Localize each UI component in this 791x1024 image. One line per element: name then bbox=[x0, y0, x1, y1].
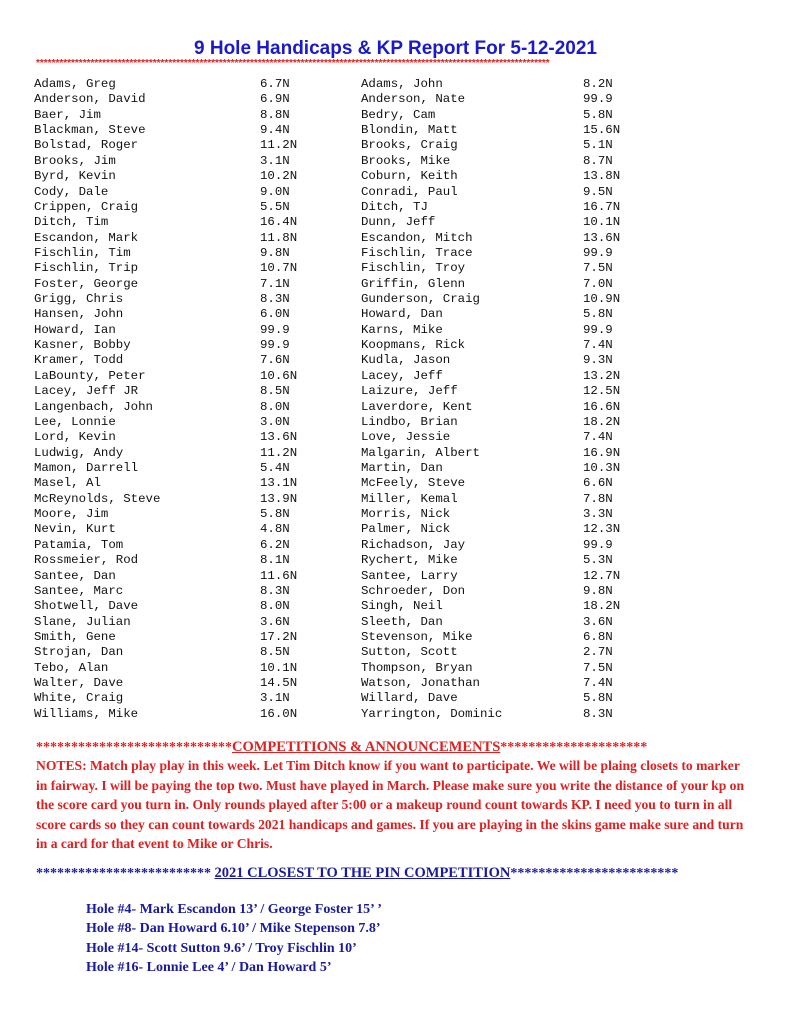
handicap-row bbox=[34, 553, 674, 568]
player-name: Santee, Larry bbox=[361, 568, 458, 583]
handicap-row bbox=[34, 599, 674, 614]
handicap-value: 13.6N bbox=[260, 430, 298, 445]
player-name: Brooks, Craig bbox=[361, 138, 458, 153]
handicap-value: 7.5N bbox=[583, 660, 613, 675]
player-name: Conradi, Paul bbox=[361, 184, 458, 199]
competitions-heading bbox=[36, 739, 726, 756]
handicap-row bbox=[34, 92, 674, 107]
handicap-value: 9.8N bbox=[260, 245, 290, 260]
handicap-row bbox=[34, 154, 674, 169]
player-name: Malgarin, Albert bbox=[361, 445, 480, 460]
player-name: Cody, Dale bbox=[34, 184, 109, 199]
handicap-value: 11.6N bbox=[260, 568, 298, 583]
player-name: Sutton, Scott bbox=[361, 645, 458, 660]
handicap-row bbox=[34, 215, 674, 230]
star-divider: ************************************************************************************************************************************ bbox=[36, 58, 550, 69]
handicap-value: 99.9 bbox=[260, 322, 290, 337]
handicap-value: 10.9N bbox=[583, 292, 621, 307]
handicap-row bbox=[34, 507, 674, 522]
player-name: McReynolds, Steve bbox=[34, 491, 161, 506]
player-name: Anderson, David bbox=[34, 92, 146, 107]
handicap-row bbox=[34, 661, 674, 676]
player-name: Fischlin, Troy bbox=[361, 261, 466, 276]
player-name: Tebo, Alan bbox=[34, 660, 109, 675]
kp-heading bbox=[36, 865, 756, 882]
handicap-value: 10.1N bbox=[260, 660, 298, 675]
player-name: Santee, Marc bbox=[34, 583, 124, 598]
handicap-value: 9.0N bbox=[260, 184, 290, 199]
handicap-value: 8.8N bbox=[260, 107, 290, 122]
handicap-row bbox=[34, 707, 674, 722]
kp-heading-text: 2021 CLOSEST TO THE PIN COMPETITION bbox=[214, 865, 511, 881]
player-name: Ludwig, Andy bbox=[34, 445, 124, 460]
player-name: Strojan, Dan bbox=[34, 645, 124, 660]
handicap-row bbox=[34, 108, 674, 123]
kp-stars-left: ************************* bbox=[36, 866, 215, 881]
handicap-value: 7.0N bbox=[583, 276, 613, 291]
handicap-value: 8.0N bbox=[260, 599, 290, 614]
player-name: Foster, George bbox=[34, 276, 139, 291]
player-name: Miller, Kemal bbox=[361, 491, 458, 506]
handicap-value: 15.6N bbox=[583, 123, 621, 138]
handicap-row bbox=[34, 492, 674, 507]
player-name: Byrd, Kevin bbox=[34, 169, 116, 184]
handicap-value: 5.8N bbox=[583, 107, 613, 122]
player-name: Willard, Dave bbox=[361, 691, 458, 706]
player-name: Morris, Nick bbox=[361, 507, 451, 522]
player-name: Baer, Jim bbox=[34, 107, 101, 122]
handicap-value: 3.1N bbox=[260, 153, 290, 168]
handicap-value: 5.4N bbox=[260, 460, 290, 475]
handicap-value: 99.9 bbox=[583, 92, 613, 107]
handicap-row bbox=[34, 231, 674, 246]
handicap-value: 16.6N bbox=[583, 399, 621, 414]
handicap-value: 7.4N bbox=[583, 338, 613, 353]
handicap-value: 18.2N bbox=[583, 599, 621, 614]
player-name: Smith, Gene bbox=[34, 629, 116, 644]
handicap-value: 9.4N bbox=[260, 123, 290, 138]
player-name: Moore, Jim bbox=[34, 507, 109, 522]
handicap-value: 7.6N bbox=[260, 353, 290, 368]
player-name: Laizure, Jeff bbox=[361, 384, 458, 399]
competitions-stars-left: **************************** bbox=[36, 740, 232, 755]
player-name: Howard, Dan bbox=[361, 307, 443, 322]
handicap-value: 6.7N bbox=[260, 77, 290, 91]
handicap-value: 16.4N bbox=[260, 215, 298, 230]
player-name: Coburn, Keith bbox=[361, 169, 458, 184]
handicap-row bbox=[34, 615, 674, 630]
handicap-row bbox=[34, 185, 674, 200]
handicap-value: 99.9 bbox=[583, 245, 613, 260]
handicap-value: 13.9N bbox=[260, 491, 298, 506]
player-name: Lindbo, Brian bbox=[361, 414, 458, 429]
handicap-value: 99.9 bbox=[260, 338, 290, 353]
player-name: Lee, Lonnie bbox=[34, 414, 116, 429]
player-name: Palmer, Nick bbox=[361, 522, 451, 537]
handicap-row bbox=[34, 261, 674, 276]
handicap-value: 7.5N bbox=[583, 261, 613, 276]
handicap-value: 6.6N bbox=[583, 476, 613, 491]
handicap-row bbox=[34, 569, 674, 584]
player-name: Escandon, Mark bbox=[34, 230, 139, 245]
player-name: White, Craig bbox=[34, 691, 124, 706]
handicap-row bbox=[34, 522, 674, 537]
handicap-value: 5.8N bbox=[260, 507, 290, 522]
kp-hole-4: Hole #4- Mark Escandon 13’ / George Foster 15’ ’ bbox=[86, 902, 382, 917]
player-name: Sleeth, Dan bbox=[361, 614, 443, 629]
handicap-value: 8.3N bbox=[260, 292, 290, 307]
handicap-row bbox=[34, 169, 674, 184]
player-name: Bolstad, Roger bbox=[34, 138, 139, 153]
player-name: Lacey, Jeff JR bbox=[34, 384, 139, 399]
handicap-value: 8.5N bbox=[260, 384, 290, 399]
handicap-row bbox=[34, 400, 674, 415]
handicap-value: 9.5N bbox=[583, 184, 613, 199]
handicap-row bbox=[34, 123, 674, 138]
handicap-value: 7.4N bbox=[583, 430, 613, 445]
handicap-value: 9.8N bbox=[583, 583, 613, 598]
player-name: Adams, John bbox=[361, 77, 443, 91]
handicap-row bbox=[34, 338, 674, 353]
player-name: Kramer, Todd bbox=[34, 353, 124, 368]
player-name: Grigg, Chris bbox=[34, 292, 124, 307]
player-name: Koopmans, Rick bbox=[361, 338, 466, 353]
player-name: Escandon, Mitch bbox=[361, 230, 473, 245]
handicap-row bbox=[34, 645, 674, 660]
competitions-stars-right: ********************* bbox=[500, 740, 648, 755]
handicap-value: 8.5N bbox=[260, 645, 290, 660]
kp-stars-right: ************************ bbox=[510, 866, 679, 881]
handicap-row bbox=[34, 292, 674, 307]
handicap-row bbox=[34, 415, 674, 430]
kp-hole-16: Hole #16- Lonnie Lee 4’ / Dan Howard 5’ bbox=[86, 960, 332, 976]
handicap-row bbox=[34, 369, 674, 384]
player-name: Rychert, Mike bbox=[361, 553, 458, 568]
player-name: Langenbach, John bbox=[34, 399, 153, 414]
handicap-row bbox=[34, 77, 674, 92]
handicap-value: 8.1N bbox=[260, 553, 290, 568]
handicap-value: 3.0N bbox=[260, 414, 290, 429]
player-name: Yarrington, Dominic bbox=[361, 706, 503, 721]
player-name: Lacey, Jeff bbox=[361, 368, 443, 383]
handicap-value: 8.3N bbox=[583, 706, 613, 721]
handicap-value: 5.5N bbox=[260, 199, 290, 214]
handicap-value: 10.1N bbox=[583, 215, 621, 230]
handicap-row bbox=[34, 446, 674, 461]
handicap-value: 8.2N bbox=[583, 77, 613, 91]
player-name: Rossmeier, Rod bbox=[34, 553, 139, 568]
player-name: McFeely, Steve bbox=[361, 476, 466, 491]
player-name: Nevin, Kurt bbox=[34, 522, 116, 537]
player-name: Griffin, Glenn bbox=[361, 276, 466, 291]
player-name: Howard, Ian bbox=[34, 322, 116, 337]
player-name: Kudla, Jason bbox=[361, 353, 451, 368]
handicap-value: 16.9N bbox=[583, 445, 621, 460]
handicap-row bbox=[34, 138, 674, 153]
handicap-value: 11.8N bbox=[260, 230, 298, 245]
player-name: Martin, Dan bbox=[361, 460, 443, 475]
player-name: Richadson, Jay bbox=[361, 537, 466, 552]
handicap-value: 10.6N bbox=[260, 368, 298, 383]
handicap-value: 8.3N bbox=[260, 583, 290, 598]
player-name: Fischlin, Trip bbox=[34, 261, 139, 276]
player-name: Fischlin, Trace bbox=[361, 245, 473, 260]
handicap-value: 4.8N bbox=[260, 522, 290, 537]
handicap-value: 5.8N bbox=[583, 307, 613, 322]
handicap-value: 14.5N bbox=[260, 676, 298, 691]
handicap-value: 2.7N bbox=[583, 645, 613, 660]
player-name: Crippen, Craig bbox=[34, 199, 139, 214]
player-name: Mamon, Darrell bbox=[34, 460, 139, 475]
competitions-heading-text: COMPETITIONS & ANNOUNCEMENTS bbox=[232, 739, 501, 755]
player-name: Blondin, Matt bbox=[361, 123, 458, 138]
handicap-value: 12.5N bbox=[583, 384, 621, 399]
player-name: Patamia, Tom bbox=[34, 537, 124, 552]
handicap-value: 11.2N bbox=[260, 445, 298, 460]
handicap-row bbox=[34, 476, 674, 491]
handicap-value: 7.4N bbox=[583, 676, 613, 691]
player-name: Santee, Dan bbox=[34, 568, 116, 583]
kp-results-list bbox=[86, 900, 686, 978]
handicap-row bbox=[34, 384, 674, 399]
handicap-value: 13.6N bbox=[583, 230, 621, 245]
player-name: Thompson, Bryan bbox=[361, 660, 473, 675]
player-name: Brooks, Jim bbox=[34, 153, 116, 168]
handicap-value: 10.3N bbox=[583, 460, 621, 475]
handicap-value: 18.2N bbox=[583, 414, 621, 429]
handicap-row bbox=[34, 676, 674, 691]
handicap-value: 3.6N bbox=[583, 614, 613, 629]
player-name: Laverdore, Kent bbox=[361, 399, 473, 414]
player-name: Singh, Neil bbox=[361, 599, 443, 614]
handicap-row bbox=[34, 200, 674, 215]
player-name: Slane, Julian bbox=[34, 614, 131, 629]
player-name: Masel, Al bbox=[34, 476, 101, 491]
handicap-row bbox=[34, 323, 674, 338]
handicap-value: 5.8N bbox=[583, 691, 613, 706]
handicap-value: 13.2N bbox=[583, 368, 621, 383]
handicap-row bbox=[34, 630, 674, 645]
player-name: Stevenson, Mike bbox=[361, 629, 473, 644]
handicap-value: 16.0N bbox=[260, 706, 298, 721]
kp-hole-14: Hole #14- Scott Sutton 9.6’ / Troy Fischlin 10’ bbox=[86, 940, 357, 956]
player-name: Ditch, TJ bbox=[361, 199, 428, 214]
player-name: Dunn, Jeff bbox=[361, 215, 436, 230]
handicap-value: 3.6N bbox=[260, 614, 290, 629]
handicap-row bbox=[34, 538, 674, 553]
handicap-row bbox=[34, 691, 674, 706]
player-name: LaBounty, Peter bbox=[34, 368, 146, 383]
handicap-value: 10.2N bbox=[260, 169, 298, 184]
handicap-value: 7.1N bbox=[260, 276, 290, 291]
handicap-row bbox=[34, 353, 674, 368]
handicap-value: 10.7N bbox=[260, 261, 298, 276]
notes-paragraph: NOTES: Match play play in this week. Let Tim Ditch know if you want to participate. We will be plaing closets to marker in fairway. I will be paying the top two. Must have played in March. Please make sure you write the distance of your kp on the score card you turn in. Only rounds played after 5:00 or a makeup round count towards KP. I need you to turn in all score cards so they can count towards 2021 handicaps and games. If you are playing in the skins game make sure and turn in a card for that event to Mike or Chris. bbox=[36, 758, 745, 851]
handicap-value: 9.3N bbox=[583, 353, 613, 368]
handicap-value: 6.8N bbox=[583, 629, 613, 644]
handicap-table bbox=[34, 77, 674, 722]
handicap-value: 6.0N bbox=[260, 307, 290, 322]
player-name: Williams, Mike bbox=[34, 706, 139, 721]
handicap-value: 13.1N bbox=[260, 476, 298, 491]
handicap-value: 6.9N bbox=[260, 92, 290, 107]
player-name: Hansen, John bbox=[34, 307, 124, 322]
handicap-value: 6.2N bbox=[260, 537, 290, 552]
handicap-value: 99.9 bbox=[583, 322, 613, 337]
handicap-value: 16.7N bbox=[583, 199, 621, 214]
handicap-row bbox=[34, 307, 674, 322]
handicap-value: 99.9 bbox=[583, 537, 613, 552]
report-title: 9 Hole Handicaps & KP Report For 5-12-2021 bbox=[194, 38, 597, 59]
handicap-value: 13.8N bbox=[583, 169, 621, 184]
handicap-value: 5.3N bbox=[583, 553, 613, 568]
player-name: Watson, Jonathan bbox=[361, 676, 480, 691]
handicap-value: 8.7N bbox=[583, 153, 613, 168]
player-name: Love, Jessie bbox=[361, 430, 451, 445]
handicap-row bbox=[34, 461, 674, 476]
handicap-value: 7.8N bbox=[583, 491, 613, 506]
player-name: Schroeder, Don bbox=[361, 583, 466, 598]
handicap-row bbox=[34, 277, 674, 292]
player-name: Brooks, Mike bbox=[361, 153, 451, 168]
player-name: Ditch, Tim bbox=[34, 215, 109, 230]
player-name: Kasner, Bobby bbox=[34, 338, 131, 353]
handicap-value: 11.2N bbox=[260, 138, 298, 153]
handicap-row bbox=[34, 246, 674, 261]
handicap-row bbox=[34, 430, 674, 445]
kp-hole-8: Hole #8- Dan Howard 6.10’ / Mike Stepenson 7.8’ bbox=[86, 921, 381, 937]
player-name: Anderson, Nate bbox=[361, 92, 466, 107]
player-name: Bedry, Cam bbox=[361, 107, 436, 122]
player-name: Adams, Greg bbox=[34, 77, 116, 91]
player-name: Lord, Kevin bbox=[34, 430, 116, 445]
handicap-value: 17.2N bbox=[260, 629, 298, 644]
player-name: Gunderson, Craig bbox=[361, 292, 480, 307]
player-name: Fischlin, Tim bbox=[34, 245, 131, 260]
handicap-value: 5.1N bbox=[583, 138, 613, 153]
player-name: Walter, Dave bbox=[34, 676, 124, 691]
handicap-value: 3.3N bbox=[583, 507, 613, 522]
handicap-value: 12.3N bbox=[583, 522, 621, 537]
player-name: Shotwell, Dave bbox=[34, 599, 139, 614]
player-name: Blackman, Steve bbox=[34, 123, 146, 138]
handicap-value: 8.0N bbox=[260, 399, 290, 414]
handicap-value: 3.1N bbox=[260, 691, 290, 706]
player-name: Karns, Mike bbox=[361, 322, 443, 337]
handicap-row bbox=[34, 584, 674, 599]
handicap-value: 12.7N bbox=[583, 568, 621, 583]
